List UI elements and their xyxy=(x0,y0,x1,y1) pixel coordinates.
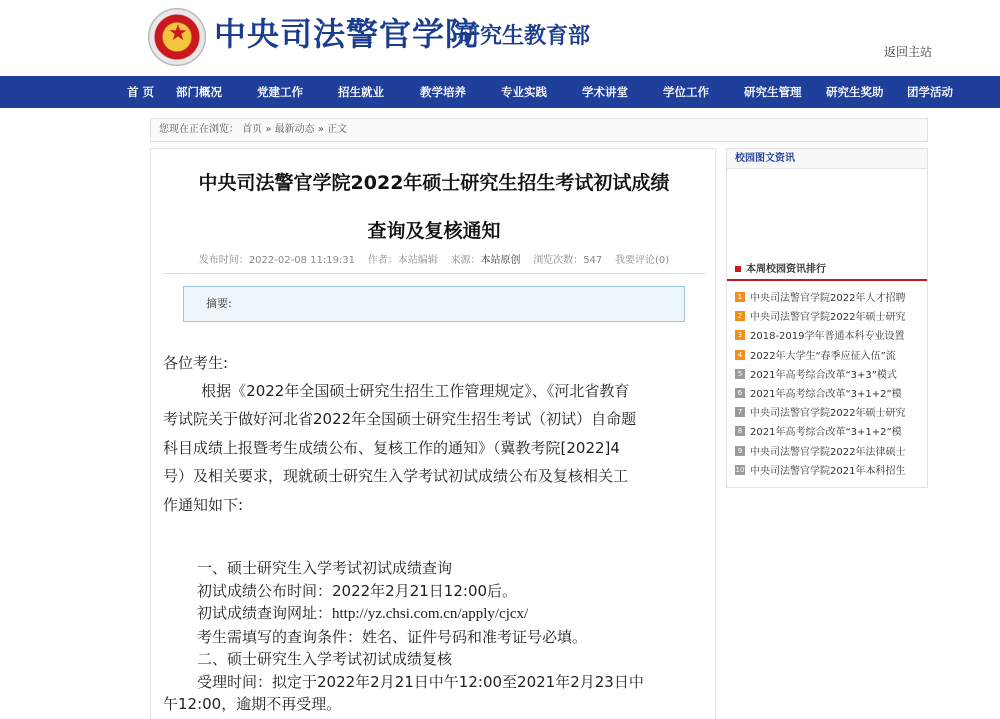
summary-box xyxy=(183,286,685,322)
list-item[interactable] xyxy=(735,289,925,308)
list-item[interactable] xyxy=(735,423,925,442)
section-item: 受理时间：拟定于2022年2月21日中午12:00至2021年2月23日中 xyxy=(197,672,644,691)
article-title xyxy=(161,159,707,255)
notice-sections xyxy=(163,557,709,716)
source: 本站原创 xyxy=(480,255,521,266)
breadcrumb xyxy=(150,118,928,142)
site-header xyxy=(0,0,1000,76)
section-item: 考生需填写的查询条件：姓名、证件号码和准考证号必填。 xyxy=(197,627,588,646)
sidebar xyxy=(726,148,928,488)
list-item-label: 2021年高考综合改革“3+3”模式 xyxy=(750,369,897,381)
nav-item-admission[interactable]: 招生就业 xyxy=(338,85,384,99)
nav-item-practice[interactable]: 专业实践 xyxy=(501,85,547,99)
rank-number-icon: 8 xyxy=(735,426,745,436)
square-bullet-icon xyxy=(735,266,741,272)
publish-time: 2022-02-08 11:19:31 xyxy=(248,255,356,266)
list-item-label: 中央司法警官学院2022年硕士研究 xyxy=(750,408,906,420)
rank-number-icon: 3 xyxy=(735,330,745,340)
view-count: 547 xyxy=(583,255,603,266)
rank-number-icon: 1 xyxy=(735,292,745,302)
list-item[interactable] xyxy=(735,462,925,481)
department-name: 研究生教育部 xyxy=(458,24,591,49)
publish-label: 发布时间： xyxy=(198,255,249,266)
list-item[interactable] xyxy=(735,308,925,327)
police-emblem-icon: ★ xyxy=(148,8,206,66)
ranking-heading xyxy=(727,259,927,281)
rank-number-icon: 10 xyxy=(735,465,745,474)
score-query-url[interactable]: http://yz.chsi.com.cn/apply/cjcx/ xyxy=(332,606,529,622)
breadcrumb-latest[interactable]: 最新动态 xyxy=(274,124,315,135)
section-item: 午12:00，逾期不再受理。 xyxy=(163,695,342,713)
list-item-label: 2022年大学生“春季应征入伍”流 xyxy=(750,350,896,362)
nav-item-management[interactable]: 研究生管理 xyxy=(744,85,802,99)
section-item: 初试成绩公布时间：2022年2月21日12:00后。 xyxy=(197,581,518,600)
list-item-label: 中央司法警官学院2021年本科招生 xyxy=(750,465,906,477)
nav-item-department[interactable]: 部门概况 xyxy=(176,85,222,99)
nav-item-lectures[interactable]: 学术讲堂 xyxy=(582,85,628,99)
breadcrumb-separator: » xyxy=(262,124,275,135)
author-label: 作者： xyxy=(367,255,398,266)
nav-item-party[interactable]: 党建工作 xyxy=(257,85,303,99)
rank-number-icon: 5 xyxy=(735,369,745,379)
breadcrumb-home[interactable]: 首页 xyxy=(242,124,263,135)
list-item[interactable] xyxy=(735,366,925,385)
list-item[interactable] xyxy=(735,443,925,462)
rank-number-icon: 2 xyxy=(735,311,745,321)
nav-item-scholarship[interactable]: 研究生奖助 xyxy=(826,85,884,99)
ranking-list xyxy=(735,289,925,481)
article-title-line: 中央司法警官学院2022年硕士研究生招生考试初试成绩 xyxy=(198,172,670,194)
list-item-label: 2021年高考综合改革“3+1+2”模 xyxy=(750,427,902,439)
nav-item-home[interactable]: 首 页 xyxy=(127,85,155,99)
divider xyxy=(163,273,705,274)
rank-number-icon: 7 xyxy=(735,407,745,417)
breadcrumb-separator: » xyxy=(314,124,328,135)
back-to-main-site-link[interactable]: 返回主站 xyxy=(884,45,933,59)
list-item-label: 2021年高考综合改革“3+1+2”模 xyxy=(750,388,902,400)
paragraph-line: 号）及相关要求，现就硕士研究生入学考试初试成绩公布及复核相关工 xyxy=(163,467,629,486)
rank-number-icon: 9 xyxy=(735,446,745,456)
article-title-line: 查询及复核通知 xyxy=(367,220,501,242)
list-item-label: 2018-2019学年普通本科专业设置 xyxy=(750,331,905,343)
breadcrumb-prefix: 您现在正在浏览： xyxy=(159,124,239,135)
paragraph-line: 作通知如下: xyxy=(163,495,244,514)
ranking-title: 本周校园资讯排行 xyxy=(746,264,826,275)
list-item-label: 中央司法警官学院2022年人才招聘 xyxy=(750,293,906,304)
source-label: 来源： xyxy=(450,255,481,266)
paragraph-line: 科目成绩上报暨考生成绩公布、复核工作的通知》（冀教考院[2022]4 xyxy=(163,438,620,457)
rank-number-icon: 6 xyxy=(735,388,745,398)
summary-label: 摘要: xyxy=(206,297,232,310)
views-label: 浏览次数： xyxy=(533,255,584,266)
list-item[interactable] xyxy=(735,385,925,404)
breadcrumb-current: 正文 xyxy=(327,124,348,135)
campus-news-heading: 校园图文资讯 xyxy=(727,149,927,169)
nav-item-activities[interactable]: 团学活动 xyxy=(907,85,953,99)
url-label: 初试成绩查询网址： xyxy=(197,604,333,622)
list-item[interactable] xyxy=(735,404,925,423)
main-nav xyxy=(0,76,1000,108)
site-name: 中央司法警官学院 xyxy=(214,15,479,53)
author: 本站编辑 xyxy=(397,255,438,266)
nav-item-teaching[interactable]: 教学培养 xyxy=(420,85,466,99)
list-item[interactable] xyxy=(735,347,925,366)
comment-link[interactable]: 我要评论(0) xyxy=(615,255,670,266)
salutation: 各位考生: xyxy=(163,354,229,372)
rank-number-icon: 4 xyxy=(735,350,745,360)
article-panel xyxy=(150,148,716,719)
intro-paragraph xyxy=(163,377,709,519)
article-meta xyxy=(161,253,707,269)
list-item-label: 中央司法警官学院2022年法律硕士 xyxy=(750,446,906,458)
paragraph-line: 根据《2022年全国硕士研究生招生工作管理规定》、《河北省教育 xyxy=(163,382,630,400)
list-item[interactable] xyxy=(735,327,925,346)
section-item xyxy=(163,602,709,626)
list-item-label: 中央司法警官学院2022年硕士研究 xyxy=(750,312,906,324)
section-title: 一、硕士研究生入学考试初试成绩查询 xyxy=(197,559,453,577)
section-title: 二、硕士研究生入学考试初试成绩复核 xyxy=(197,650,453,668)
paragraph-line: 考试院关于做好河北省2022年全国硕士研究生招生考试（初试）自命题 xyxy=(163,410,637,429)
nav-item-degree[interactable]: 学位工作 xyxy=(663,85,709,99)
